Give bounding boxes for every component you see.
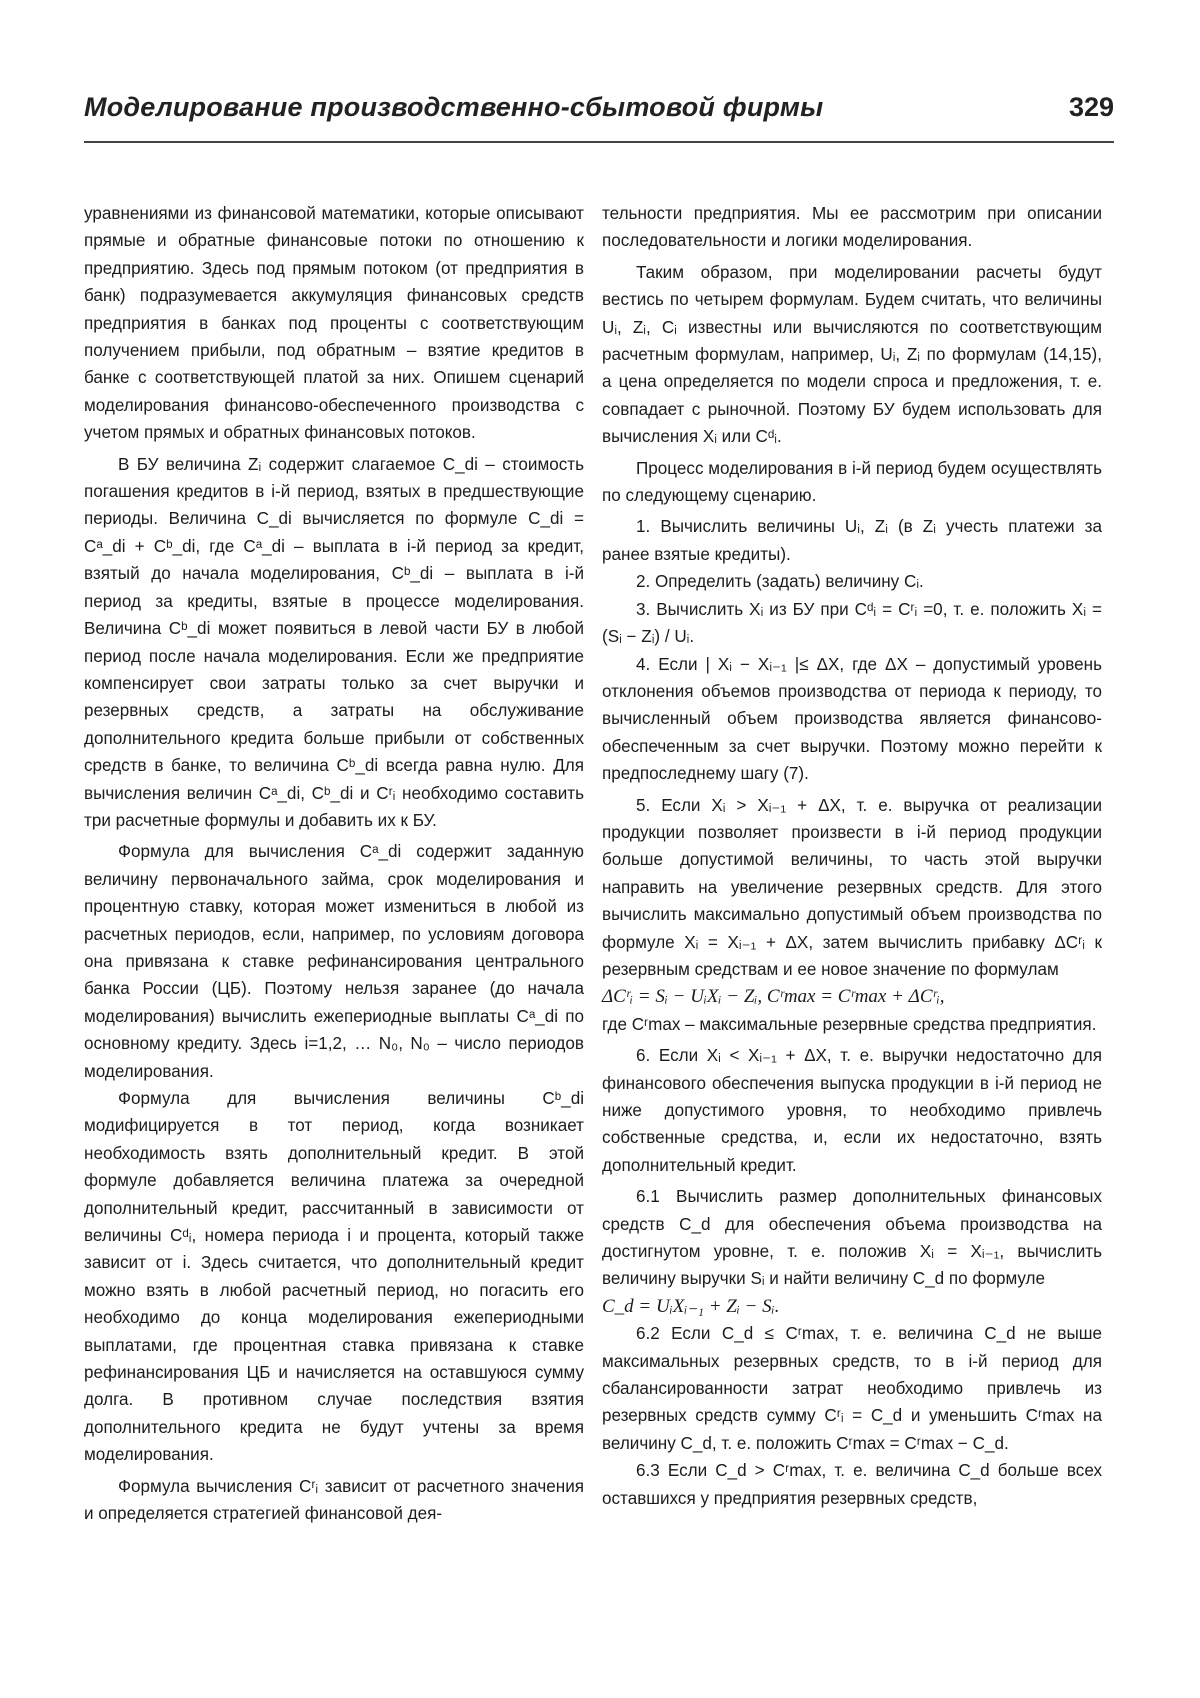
running-header-title: Моделирование производственно-сбытовой фирмы bbox=[84, 92, 824, 122]
paragraph: Процесс моделирования в i-й период будем осуществлять по следующему сценарию. bbox=[602, 458, 1102, 506]
list-item: 1. Вычислить величины Uᵢ, Zᵢ (в Zᵢ учесть платежи за ранее взятые кредиты). bbox=[602, 517, 1102, 564]
formula: ΔCʳᵢ = Sᵢ − UᵢXᵢ − Zᵢ, Cʳmax = Cʳmax + ΔCʳᵢ, bbox=[602, 986, 945, 1008]
right-column bbox=[602, 200, 1102, 1512]
list-item: 2. Определить (задать) величину Cᵢ. bbox=[636, 572, 924, 592]
list-item: 5. Если Xᵢ > Xᵢ₋₁ + ΔX, т. е. выручка от реализации продукции позволяет произвести в i-й период продукции больше допустимой величины, то часть этой выручки направить на увеличение резервных средств. Для этого вычислить максимально допустимый объем производства по формуле Xᵢ = Xᵢ₋₁ + ΔX, затем вычислить прибавку ΔCʳᵢ к резервным средствам и ее новое значение по формулам bbox=[602, 795, 1102, 979]
paragraph: уравнениями из финансовой математики, которые описывают прямые и обратные финансовые потоки по отношению к предприятию. Здесь под прямым потоком (от предприятия в банк) подразумевается аккумуляция финансовых средств предприятия в банках под проценты с соответствующим получением прибыли, под обратным – взятие кредитов в банке с соответствующей платой за них. Опишем сценарий моделирования финансово-обеспеченного производства с учетом прямых и обратных финансовых потоков. bbox=[84, 204, 584, 443]
list-item: 6. Если Xᵢ < Xᵢ₋₁ + ΔX, т. е. выручки недостаточно для финансового обеспечения выпуска продукции в i-й период не ниже допустимого уровня, то необходимо привлечь собственные средства, и, если их недостаточно, взять дополнительный кредит. bbox=[602, 1046, 1102, 1175]
list-item: 4. Если | Xᵢ − Xᵢ₋₁ |≤ ΔX, где ΔX – допустимый уровень отклонения объемов производства от периода к периоду, то вычисленный объем производства является финансово-обеспеченным за счет выручки. Поэтому можно перейти к предпоследнему шагу (7). bbox=[602, 654, 1102, 784]
paragraph: В БУ величина Zᵢ содержит слагаемое C_di – стоимость погашения кредитов в i-й период, взятых в предшествующие периоды. Величина C_di вычисляется по формуле C_di = Cᵃ_di + Cᵇ_di, где Cᵃ_di – выплата в i-й период за кредит, взятый до начала моделирования, Cᵇ_di – выплата в i-й период за кредиты, взятые в процессе моделирования. Величина Cᵇ_di может появиться в левой части БУ в любой период после начала моделирования. Если же предприятие компенсирует свои затраты только за счет выручки и резервных средств, а затраты на обслуживание дополнительного кредита больше прибыли от собственных средств в банке, то величина Cᵇ_di всегда равна нулю. Для вычисления величин Cᵃ_di, Cᵇ_di и Cʳᵢ необходимо составить три расчетные формулы и добавить их к БУ. bbox=[84, 454, 584, 830]
running-header bbox=[84, 92, 1114, 138]
paragraph: Формула вычисления Cʳᵢ зависит от расчетного значения и определяется стратегией финансовой дея- bbox=[84, 1476, 584, 1524]
paragraph: Формула для вычисления величины Cᵇ_di модифицируется в тот период, когда возникает необходимость взять дополнительный кредит. В этой формуле добавляется величина платежа за очередной дополнительный кредит, рассчитанный в зависимости от величины Cᵈᵢ, номера периода i и процента, который также зависит от i. Здесь считается, что дополнительный кредит можно взять в любой расчетный период, но погасить его необходимо до конца моделирования ежепериодными выплатами, где процентная ставка привязана к ставке рефинансирования ЦБ и начисляется на оставшуюся сумму долга. В противном случае последствия взятия дополнительного кредита не будут учтены за время моделирования. bbox=[84, 1089, 584, 1465]
paragraph: тельности предприятия. Мы ее рассмотрим при описании последовательности и логики моделирования. bbox=[602, 204, 1102, 251]
header-divider bbox=[84, 141, 1114, 143]
list-item: 3. Вычислить Xᵢ из БУ при Cᵈᵢ = Cʳᵢ =0, т. е. положить Xᵢ = (Sᵢ − Zᵢ) / Uᵢ. bbox=[602, 599, 1102, 647]
formula: C_d = UᵢXᵢ₋₁ + Zᵢ − Sᵢ. bbox=[602, 1295, 780, 1317]
page-number: 329 bbox=[1068, 92, 1114, 122]
paragraph: Формула для вычисления Cᵃ_di содержит заданную величину первоначального займа, срок моделирования и процентную ставку, которая может измениться в любой из расчетных периодов, если, например, по условиям договора она привязана к ставке рефинансирования центрального банка России (ЦБ). Поэтому нельзя заранее (до начала моделирования) вычислить ежепериодные выплаты Cᵃ_di по основному кредиту. Здесь i=1,2, … N₀, N₀ – число периодов моделирования. bbox=[84, 842, 584, 1081]
paragraph: Таким образом, при моделировании расчеты будут вестись по четырем формулам. Будем считать, что величины Uᵢ, Zᵢ, Cᵢ известны или вычисляются по соответствующим расчетным формулам, например, Uᵢ, Zᵢ по формулам (14,15), а цена определяется по модели спроса и предложения, т. е. совпадает с рыночной. Поэтому БУ будем использовать для вычисления Xᵢ или Cᵈᵢ. bbox=[602, 262, 1102, 447]
list-item: 6.1 Вычислить размер дополнительных финансовых средств C_d для обеспечения объема производства на достигнутом уровне, т. е. положив Xᵢ = Xᵢ₋₁, вычислить величину выручки Sᵢ и найти величину C_d по формуле bbox=[602, 1187, 1102, 1289]
left-column bbox=[84, 200, 584, 1528]
list-item: 6.2 Если C_d ≤ Cʳmax, т. е. величина C_d не выше максимальных резервных средств, то в i-й период для сбалансированности затрат необходимо привлечь из резервных средств сумму Cʳᵢ = C_d и уменьшить Cʳmax на величину C_d, т. е. положить Cʳmax = Cʳmax − C_d. bbox=[602, 1324, 1102, 1453]
list-item: 6.3 Если C_d > Cʳmax, т. е. величина C_d больше всех оставшихся у предприятия резервных средств, bbox=[602, 1461, 1102, 1508]
paragraph: где Cʳmax – максимальные резервные средства предприятия. bbox=[602, 1014, 1097, 1034]
